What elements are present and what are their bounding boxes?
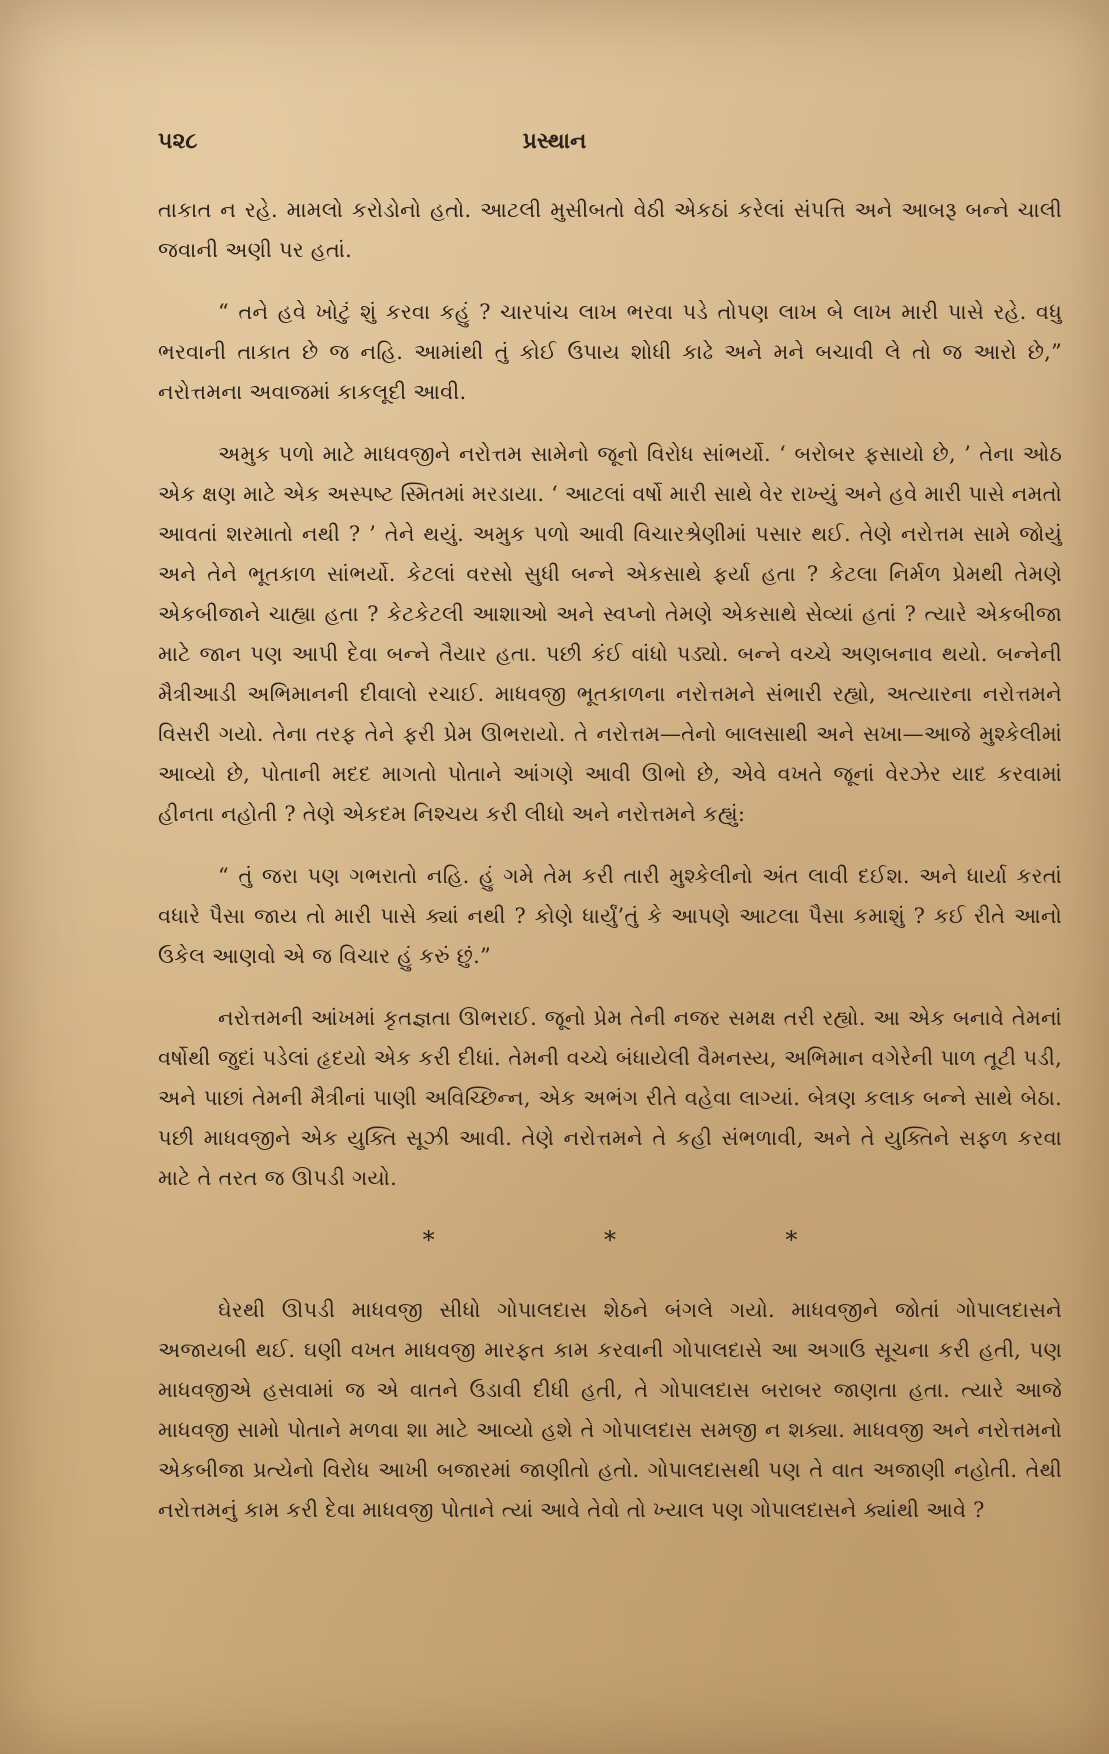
page-header — [158, 128, 951, 168]
paragraph: તાકાત ન રહે. મામલો કરોડોનો હતો. આટલી મુસીબતો વેઠી એકઠાં કરેલાં સંપત્તિ અને આબરૂ બન્ને ચાલી જવાની અણી પર હતાં. — [158, 198, 1062, 262]
paragraph-dialogue: “ તને હવે ખોટું શું કરવા કહું ? ચારપાંચ લાખ ભરવા પડે તોપણ લાખ બે લાખ મારી પાસે રહે. વધુ ભરવાની તાકાત છે જ નહિ. આમાંથી તું કોઈ ઉપાય શોધી કાઢે અને મને બચાવી લે તો જ આરો છે,” નરોત્તમના અવાજમાં કાકલૂદી આવી. — [158, 300, 1062, 404]
separator-asterisk: * — [422, 1226, 435, 1254]
paragraph-dialogue: “ તું જરા પણ ગભરાતો નહિ. હું ગમે તેમ કરી તારી મુશ્કેલીનો અંત લાવી દઈશ. અને ધાર્યા કરતાં વધારે પૈસા જાય તો મારી પાસે ક્યાં નથી ? કોણે ધાર્યું’તું કે આપણે આટલા પૈસા કમાશું ? કઈ રીતે આનો ઉકેલ આણવો એ જ વિચાર હું કરું છું.” — [158, 864, 1062, 968]
separator-asterisk: * — [785, 1226, 798, 1254]
page-number: ૫૨૮ — [158, 128, 198, 154]
paragraph: નરોત્તમની આંખમાં કૃતજ્ઞતા ઊભરાઈ. જૂનો પ્રેમ તેની નજર સમક્ષ તરી રહ્યો. આ એક બનાવે તેમનાં વર્ષોથી જુદાં પડેલાં હૃદયો એક કરી દીધાં. તેમની વચ્ચે બંધાયેલી વૈમનસ્ય, અભિમાન વગેરેની પાળ તૂટી પડી, અને પાછાં તેમની મૈત્રીનાં પાણી અવિચ્છિન્ન, એક અભંગ રીતે વહેવા લાગ્યાં. બેત્રણ કલાક બન્ને સાથે બેઠા. પછી માધવજીને એક યુક્તિ સૂઝી આવી. તેણે નરોત્તમને તે કહી સંભળાવી, અને તે યુક્તિને સફળ કરવા માટે તે તરત જ ઊપડી ગયો. — [158, 1006, 1062, 1190]
page-body — [158, 190, 1062, 1552]
section-separator — [158, 1220, 1062, 1260]
paragraph: અમુક પળો માટે માધવજીને નરોત્તમ સામેનો જૂનો વિરોધ સાંભર્યો. ‘ બરોબર ફસાયો છે, ’ તેના ઓઠ એક ક્ષણ માટે એક અસ્પષ્ટ સ્મિતમાં મરડાયા. ‘ આટલાં વર્ષો મારી સાથે વેર રાખ્યું અને હવે મારી પાસે નમતો આવતાં શરમાતો નથી ? ’ તેને થયું. અમુક પળો આવી વિચારશ્રેણીમાં પસાર થઈ. તેણે નરોત્તમ સામે જોયું અને તેને ભૂતકાળ સાંભર્યો. કેટલાં વરસો સુધી બન્ને એકસાથે ફર્યા હતા ? કેટલા નિર્મળ પ્રેમથી તેમણે એકબીજાને ચાહ્યા હતા ? કેટકેટલી આશાઓ અને સ્વપ્નો તેમણે એકસાથે સેવ્યાં હતાં ? ત્યારે એકબીજા માટે જાન પણ આપી દેવા બન્ને તૈયાર હતા. પછી કંઈ વાંધો પડ્યો. બન્ને વચ્ચે અણબનાવ થયો. બન્નેની મૈત્રીઆડી અભિમાનની દીવાલો રચાઈ. માધવજી ભૂતકાળના નરોત્તમને સંભારી રહ્યો, અત્યારના નરોત્તમને વિસરી ગયો. તેના તરફ તેને ફરી પ્રેમ ઊભરાયો. તે નરોત્તમ—તેનો બાલસાથી અને સખા—આજે મુશ્કેલીમાં આવ્યો છે, પોતાની મદદ માગતો પોતાને આંગણે આવી ઊભો છે, એવે વખતે જૂનાં વેરઝેર યાદ કરવામાં હીનતા નહોતી ? તેણે એકદમ નિશ્ચય કરી લીધો અને નરોત્તમને કહ્યું: — [158, 442, 1062, 826]
paragraph: ઘેરથી ઊપડી માધવજી સીધો ગોપાલદાસ શેઠને બંગલે ગયો. માધવજીને જોતાં ગોપાલદાસને અજાયબી થઈ. ઘણી વખત માધવજી મારફત કામ કરવાની ગોપાલદાસે આ અગાઉ સૂચના કરી હતી, પણ માધવજીએ હસવામાં જ એ વાતને ઉડાવી દીધી હતી, તે ગોપાલદાસ બરાબર જાણતા હતા. ત્યારે આજે માધવજી સામો પોતાને મળવા શા માટે આવ્યો હશે તે ગોપાલદાસ સમજી ન શક્યા. માધવજી અને નરોત્તમનો એકબીજા પ્રત્યેનો વિરોધ આખી બજારમાં જાણીતો હતો. ગોપાલદાસથી પણ તે વાત અજાણી નહોતી. તેથી નરોત્તમનું કામ કરી દેવા માધવજી પોતાને ત્યાં આવે તેવો તો ખ્યાલ પણ ગોપાલદાસને ક્યાંથી આવે ? — [158, 1298, 1062, 1522]
separator-asterisk: * — [603, 1226, 616, 1254]
running-title: પ્રસ્થાન — [522, 128, 587, 154]
